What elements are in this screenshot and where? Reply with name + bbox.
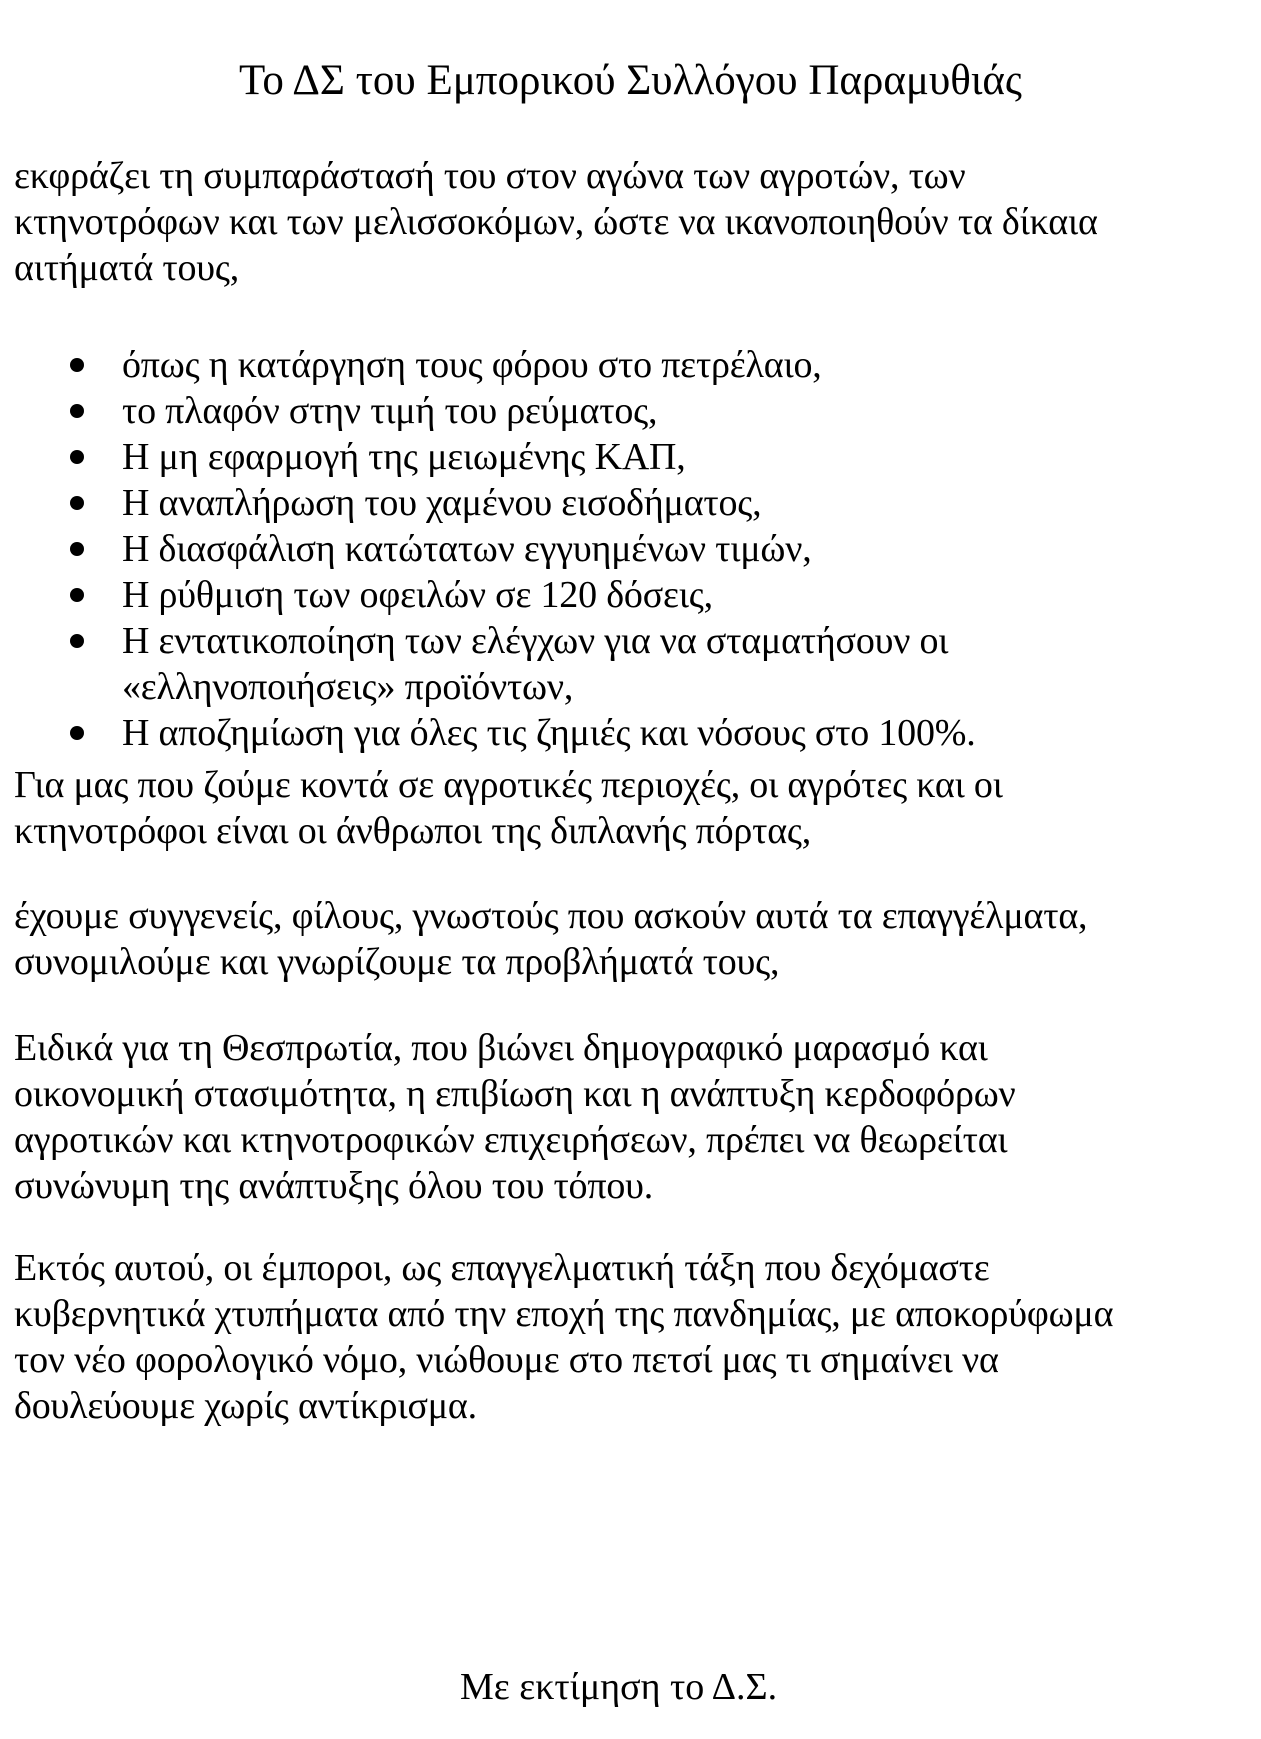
document-title: Το ΔΣ του Εμπορικού Συλλόγου Παραμυθιάς <box>239 57 1022 104</box>
list-item <box>0 710 976 756</box>
list-item-text: το πλαφόν στην τιμή του ρεύματος, <box>122 390 658 432</box>
list-item <box>0 388 976 434</box>
demands-list <box>0 342 976 756</box>
relatives-paragraph <box>14 893 1087 985</box>
paragraph-line: Για μας που ζούμε κοντά σε αγροτικές περιοχές, οι αγρότες και οι <box>14 764 1003 806</box>
list-item <box>0 618 976 710</box>
paragraph-line: αγροτικών και κτηνοτροφικών επιχειρήσεων, πρέπει να θεωρείται <box>14 1119 1008 1161</box>
list-item <box>0 572 976 618</box>
paragraph-line: οικονομική στασιμότητα, η επιβίωση και η ανάπτυξη κερδοφόρων <box>14 1073 1016 1115</box>
list-item <box>0 526 976 572</box>
list-item-text: όπως η κατάργηση τους φόρου στο πετρέλαιο, <box>122 344 822 386</box>
bullet-icon <box>70 726 84 740</box>
intro-line: εκφράζει τη συμπαράστασή του στον αγώνα των αγροτών, των <box>14 155 966 197</box>
list-item-text: Η αναπλήρωση του χαμένου εισοδήματος, <box>122 482 762 524</box>
list-item <box>0 480 976 526</box>
paragraph-line: συνώνυμη της ανάπτυξης όλου του τόπου. <box>14 1165 654 1207</box>
bullet-icon <box>70 358 84 372</box>
intro-line: αιτήματά τους, <box>14 247 240 289</box>
list-item-text: Η ρύθμιση των οφειλών σε 120 δόσεις, <box>122 574 713 616</box>
bullet-icon <box>70 588 84 602</box>
list-item-text: Η αποζημίωση για όλες τις ζημιές και νόσους στο 100%. <box>122 712 976 754</box>
bullet-icon <box>70 634 84 648</box>
list-item-text: Η μη εφαρμογή της μειωμένης ΚΑΠ, <box>122 436 686 478</box>
list-item <box>0 342 976 388</box>
list-item-text: Η διασφάλιση κατώτατων εγγυημένων τιμών, <box>122 528 812 570</box>
paragraph-line: κτηνοτρόφοι είναι οι άνθρωποι της διπλανής πόρτας, <box>14 810 812 852</box>
paragraph-line: τον νέο φορολογικό νόμο, νιώθουμε στο πετσί μας τι σημαίνει να <box>14 1339 999 1381</box>
thesprotia-paragraph <box>14 1025 1016 1209</box>
bullet-icon <box>70 496 84 510</box>
bullet-icon <box>70 404 84 418</box>
list-item-text-continued: «ελληνοποιήσεις» προϊόντων, <box>122 666 574 708</box>
merchants-paragraph <box>14 1245 1113 1429</box>
list-item-text: Η εντατικοποίηση των ελέγχων για να σταματήσουν οι <box>122 620 949 662</box>
paragraph-line: συνομιλούμε και γνωρίζουμε τα προβλήματά τους, <box>14 941 780 983</box>
intro-paragraph <box>14 153 1098 291</box>
list-item <box>0 434 976 480</box>
paragraph-line: Εκτός αυτού, οι έμποροι, ως επαγγελματική τάξη που δεχόμαστε <box>14 1247 990 1289</box>
paragraph-line: έχουμε συγγενείς, φίλους, γνωστούς που ασκούν αυτά τα επαγγέλματα, <box>14 895 1088 937</box>
paragraph-line: κυβερνητικά χτυπήματα από την εποχή της πανδημίας, με αποκορύφωμα <box>14 1293 1114 1335</box>
intro-line: κτηνοτρόφων και των μελισσοκόμων, ώστε να ικανοποιηθούν τα δίκαια <box>14 201 1098 243</box>
bullet-icon <box>70 542 84 556</box>
paragraph-line: Ειδικά για τη Θεσπρωτία, που βιώνει δημογραφικό μαρασμό και <box>14 1027 988 1069</box>
paragraph-line: δουλεύουμε χωρίς αντίκρισμα. <box>14 1385 477 1427</box>
neighbors-paragraph <box>14 762 1003 854</box>
bullet-icon <box>70 450 84 464</box>
signature: Με εκτίμηση το Δ.Σ. <box>460 1666 778 1708</box>
